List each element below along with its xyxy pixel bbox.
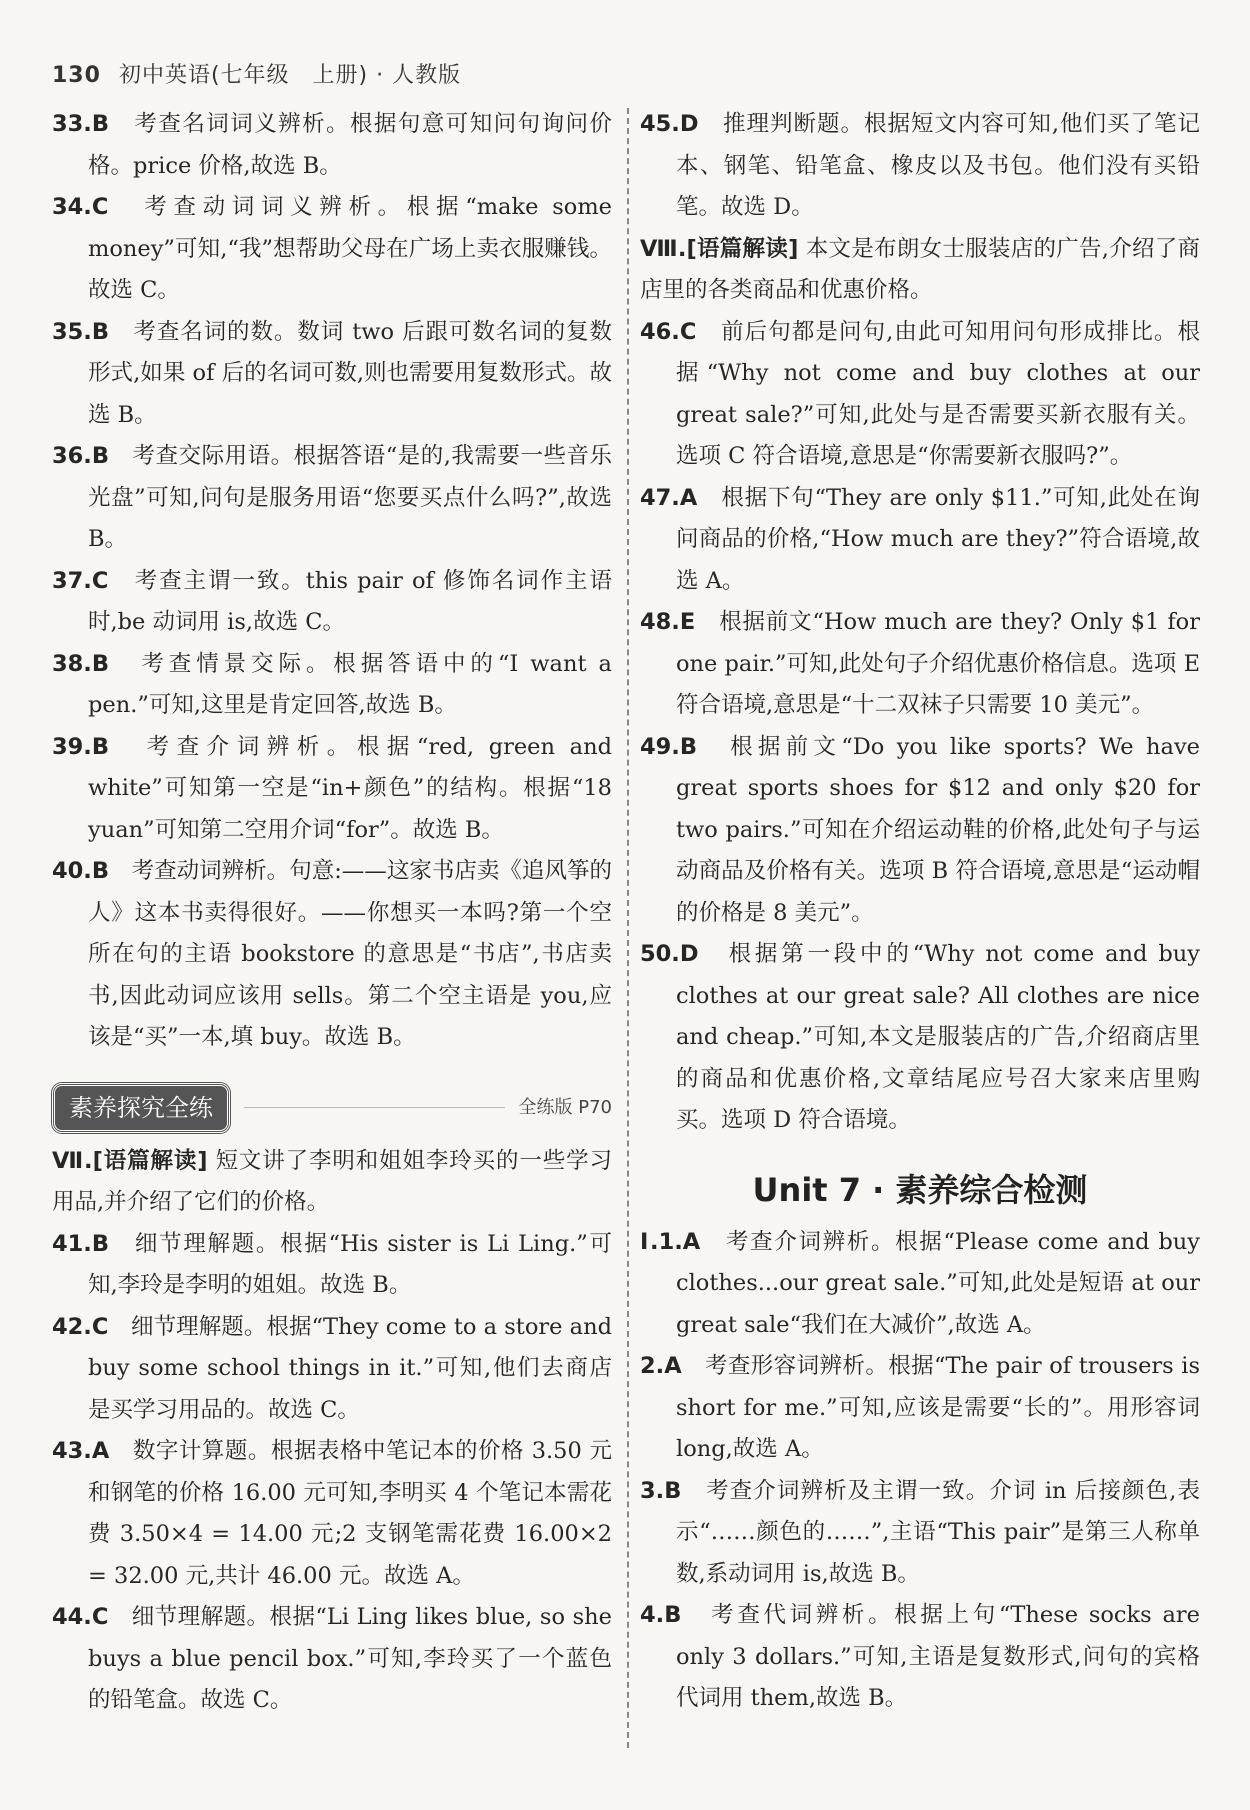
answer-item: [640, 934, 1200, 1142]
answer-number: 34.C: [52, 194, 109, 220]
answer-item: [640, 727, 1200, 935]
answer-number: 3.B: [640, 1477, 682, 1504]
answer-text: 根据下句“They are only $11.”可知,此处在询问商品的价格,“How much are they?”符合语境,故选 A。: [676, 484, 1200, 594]
answer-item: [640, 1595, 1200, 1720]
answer-text: 细节理解题。根据“They come to a store and buy some school things in it.”可知,他们去商店是买学习用品的。故选 C。: [88, 1313, 612, 1423]
answer-item: [52, 561, 612, 644]
answer-text: 细节理解题。根据“His sister is Li Ling.”可知,李玲是李明的姐姐。故选 B。: [88, 1230, 612, 1298]
answer-number: 33.B: [52, 111, 110, 137]
answer-number: 42.C: [52, 1313, 109, 1340]
answer-item: [640, 1222, 1200, 1347]
answer-list-a: [52, 104, 612, 1059]
answer-text: 考查主谓一致。this pair of 修饰名词作主语时,be 动词用 is,故选 C。: [88, 567, 612, 635]
answer-number: 35.B: [52, 318, 110, 345]
answer-number: 48.E: [640, 609, 696, 635]
answer-item: [640, 312, 1200, 478]
answer-number: 46.C: [640, 318, 697, 345]
unit-title: Unit 7 · 素养综合检测: [752, 1170, 1088, 1209]
right-column: [640, 104, 1200, 1720]
section-tag: Ⅷ.[语篇解读]: [640, 235, 799, 262]
book-title: 初中英语(七年级 上册) · 人教版: [118, 63, 462, 88]
answer-text: 考查形容词辨析。根据“The pair of trousers is short for me.”可知,应该是需要“长的”。用形容词 long,故选 A。: [676, 1353, 1200, 1462]
left-column: [52, 104, 612, 1722]
answer-item: [640, 104, 1200, 229]
answer-item: [640, 478, 1200, 603]
answer-number: 50.D: [640, 941, 699, 967]
answer-text: 考查代词辨析。根据上句“These socks are only 3 dollars.”可知,主语是复数形式,问句的宾格代词用 them,故选 B。: [676, 1602, 1200, 1711]
answer-text: 根据前文“Do you like sports? We have great sports shoes for $12 and only $20 for two pairs.”可知在介绍运动鞋的价格,此处句子与运动商品及价格有关。选项 B 符合语境,意思是“运动帽的价格是 8 美元”。: [676, 733, 1200, 926]
answer-item: [640, 602, 1200, 727]
answer-list-d: [640, 312, 1200, 1142]
answer-text: 考查情景交际。根据答语中的“I want a pen.”可知,这里是肯定回答,故选 B。: [88, 650, 612, 718]
answer-list-b: [52, 1224, 612, 1722]
answer-number: 41.B: [52, 1230, 110, 1257]
answer-number: 39.B: [52, 733, 110, 760]
banner-rule: [244, 1107, 505, 1108]
answer-text: 考查介词辨析。根据“red, green and white”可知第一空是“in+颜色”的结构。根据“18 yuan”可知第二空用介词“for”。故选 B。: [88, 733, 612, 843]
answer-text: 考查动词辨析。句意:——这家书店卖《追风筝的人》这本书卖得很好。——你想买一本吗?第一个空所在句的主语 bookstore 的意思是“书店”,书店卖书,因此动词应该用 sells。第二个空主语是 you,应该是“买”一本,填 buy。故选 B。: [88, 858, 612, 1050]
answer-number: 43.A: [52, 1438, 110, 1464]
answer-number: 45.D: [640, 111, 699, 137]
page-number: 130: [52, 63, 101, 88]
answer-item: [52, 727, 612, 852]
section-text: 短文讲了李明和姐姐李玲买的一些学习用品,并介绍了它们的价格。: [52, 1147, 612, 1215]
answer-number: 47.A: [640, 484, 698, 511]
answer-number: 4.B: [640, 1602, 682, 1628]
answer-item: [52, 312, 612, 437]
answer-item: [52, 187, 612, 312]
answer-item: [640, 1471, 1200, 1596]
answer-text: 根据第一段中的“Why not come and buy clothes at our great sale? All clothes are nice and cheap.”可知,本文是服装店的广告,介绍商店里的商品和优惠价格,文章结尾应号召大家来店里购买。选项 D 符合语境。: [676, 941, 1200, 1133]
answer-text: 数字计算题。根据表格中笔记本的价格 3.50 元和钢笔的价格 16.00 元可知,李明买 4 个笔记本需花费 3.50×4 = 14.00 元;2 支钢笔需花费 16.00×2 = 32.00 元,共计 46.00 元。故选 A。: [88, 1438, 612, 1589]
answer-text: 考查交际用语。根据答语“是的,我需要一些音乐光盘”可知,问句是服务用语“您要买点什么吗?”,故选 B。: [88, 443, 612, 552]
section-intro-7: [52, 1141, 612, 1224]
answer-number: 37.C: [52, 567, 109, 594]
answer-list-e: [640, 1222, 1200, 1720]
answer-number: 49.B: [640, 733, 698, 760]
answer-text: 考查名词的数。数词 two 后跟可数名词的复数形式,如果 of 后的名词可数,则也需要用复数形式。故选 B。: [88, 318, 612, 428]
banner-label: 素养探究全练: [52, 1083, 230, 1133]
answer-item: [52, 104, 612, 187]
answer-text: 前后句都是问句,由此可知用问句形成排比。根据“Why not come and buy clothes at our great sale?”可知,此处与是否需要买新衣服有关。选项 C 符合语境,意思是“你需要新衣服吗?”。: [676, 318, 1200, 469]
answer-item: [52, 1597, 612, 1722]
answer-number: 38.B: [52, 650, 110, 677]
answer-item: [52, 436, 612, 561]
answer-text: 考查名词词义辨析。根据句意可知问句询问价格。price 价格,故选 B。: [88, 111, 612, 179]
answer-list-c: [640, 104, 1200, 229]
answer-text: 细节理解题。根据“Li Ling likes blue, so she buys a blue pencil box.”可知,李玲买了一个蓝色的铅笔盒。故选 C。: [88, 1604, 612, 1713]
answer-number: 40.B: [52, 858, 110, 884]
answer-item: [640, 1346, 1200, 1471]
section-text: 本文是布朗女士服装店的广告,介绍了商店里的各类商品和优惠价格。: [640, 235, 1200, 303]
answer-text: 推理判断题。根据短文内容可知,他们买了笔记本、钢笔、铅笔盒、橡皮以及书包。他们没有买铅笔。故选 D。: [676, 111, 1200, 220]
answer-text: 根据前文“How much are they? Only $1 for one pair.”可知,此处句子介绍优惠价格信息。选项 E 符合语境,意思是“十二双袜子只需要 10 美元”。: [676, 609, 1200, 718]
answer-item: [52, 644, 612, 727]
page-header: [52, 58, 461, 89]
answer-item: [52, 1431, 612, 1597]
answer-text: 考查动词词义辨析。根据“make some money”可知,“我”想帮助父母在广场上卖衣服赚钱。故选 C。: [88, 194, 612, 303]
answer-number: 36.B: [52, 443, 110, 469]
answer-item: [52, 1307, 612, 1432]
answer-text: 考查介词辨析。根据“Please come and buy clothes...our great sale.”可知,此处是短语 at our great sale“我们在大减价”,故选 A。: [676, 1228, 1200, 1338]
column-divider: [627, 108, 629, 1748]
answer-item: [52, 851, 612, 1059]
answer-item: [52, 1224, 612, 1307]
section-intro-8: [640, 229, 1200, 312]
answer-text: 考查介词辨析及主谓一致。介词 in 后接颜色,表示“……颜色的……”,主语“This pair”是第三人称单数,系动词用 is,故选 B。: [676, 1477, 1200, 1587]
answer-number: 44.C: [52, 1604, 109, 1630]
banner-ref: 全练版 P70: [518, 1096, 612, 1118]
answer-number: Ⅰ.1.A: [640, 1228, 701, 1255]
section-banner: [52, 1085, 612, 1131]
section-tag: Ⅶ.[语篇解读]: [52, 1147, 208, 1174]
answer-number: 2.A: [640, 1353, 682, 1379]
